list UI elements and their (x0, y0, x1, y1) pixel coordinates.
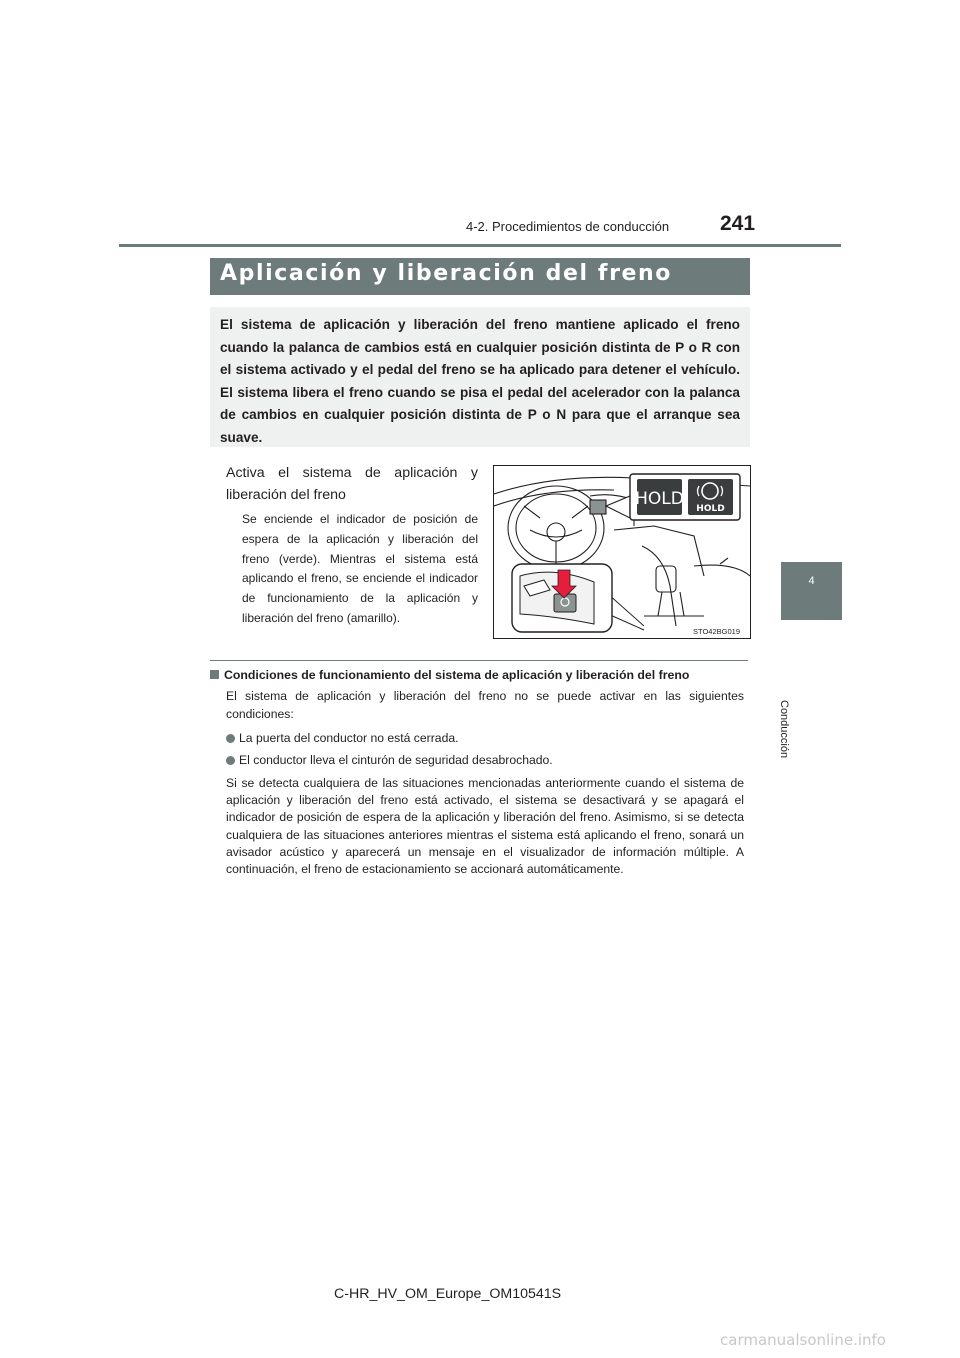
conditions-paragraph: Si se detecta cualquiera de las situaciones mencionadas anteriormente cuando el sistema de aplicación y liberación del freno está activado, el sistema se desactivará y se apagará el indicador de posición de espera de la aplicación y liberación del freno. Asimismo, si se detecta cualquiera de las situaciones anteriores mientras el sistema está aplicando el freno, sonará un avisador acústico y aparecerá un mensaje en el visualizador de información múltiple. A continuación, el freno de estacionamiento se accionará automáticamente. (226, 776, 744, 877)
intro-text: El sistema de aplicación y liberación del freno mantiene aplicado el freno cuando la palanca de cambios está en cualquier posición distinta de P o R con el sistema activado y el pedal del freno se ha aplicado para detener el vehículo. El sistema libera el freno cuando se pisa el pedal del acelerador con la palanca de cambios en cualquier posición distinta de P o N para que el arranque sea suave. (220, 317, 740, 445)
list-item-text: El conductor lleva el cinturón de seguridad desabrochado. (239, 753, 553, 767)
hold-switch-callout (512, 564, 644, 632)
bullet-dot-icon (226, 756, 235, 765)
section-rule (210, 660, 748, 661)
page-number: 241 (720, 212, 756, 235)
hold-indicator-1: HOLD (635, 489, 684, 509)
list-item (226, 753, 553, 767)
chapter-tab-number: 4 (808, 575, 815, 587)
figure-code: STO42BG019 (693, 627, 740, 636)
activation-heading: Activa el sistema de aplicación y liberación del freno (226, 465, 478, 503)
section-title: Aplicación y liberación del freno (220, 261, 673, 286)
header-rule (119, 244, 841, 247)
watermark: carmanualsonline.info (720, 1331, 886, 1349)
hold-indicator-2: HOLD (696, 504, 725, 514)
header-section-title: 4-2. Procedimientos de conducción (466, 219, 670, 234)
square-bullet-icon (210, 670, 219, 679)
conditions-heading (210, 668, 689, 682)
bullet-dot-icon (226, 734, 235, 743)
dashboard-drawing (494, 466, 750, 638)
conditions-heading-text: Condiciones de funcionamiento del sistema de aplicación y liberación del freno (224, 668, 690, 682)
conditions-intro: El sistema de aplicación y liberación del freno no se puede activar en las siguientes condiciones: (226, 689, 744, 721)
brake-hold-illustration (493, 465, 751, 639)
list-item (226, 731, 459, 745)
document-footer: C-HR_HV_OM_Europe_OM10541S (334, 1286, 562, 1302)
chapter-tab-label: Conducción (778, 700, 790, 759)
chapter-tab (781, 562, 842, 620)
list-item-text: La puerta del conductor no está cerrada. (239, 731, 459, 745)
activation-description: Se enciende el indicador de posición de espera de la aplicación y liberación del freno (verde). Mientras el sistema está aplicando el freno, se enciende el indicador de funcionamiento de la aplicación y liberación del freno (amarillo). (242, 512, 478, 625)
